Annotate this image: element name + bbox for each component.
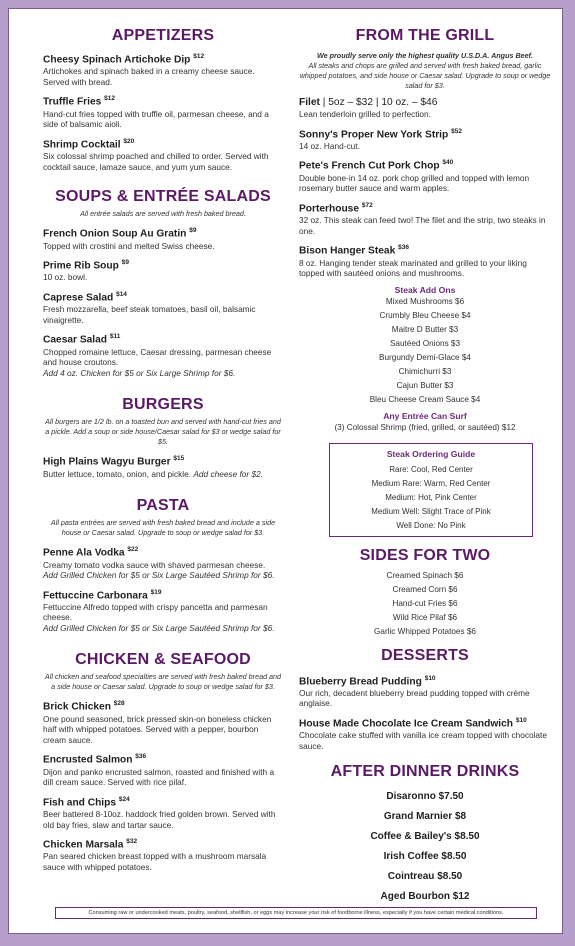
item-description: Hand-cut fries topped with truffle oil, parmesan cheese, and a side of balsamic aioli. (43, 108, 269, 130)
item-price: 28 (117, 700, 125, 708)
menu-item: Brick Chicken $^{\$28}$ One pound seasoned, brick pressed skin-on boneless chicken half with whipped potatoes. Served with a pepper, bourbon cream sauce. (43, 698, 283, 745)
item-name: Filet (299, 97, 320, 108)
menu-item: High Plains Wagyu Burger $^{\$15}$ Butter lettuce, tomato, onion, and pickle. Add cheese for $2. (43, 455, 264, 479)
item-price: 19 (154, 588, 162, 596)
menu-item: Truffle Fries $^{\$12}$ Hand-cut fries topped with truffle oil, parmesan cheese, and a side of balsamic aioli. (43, 93, 283, 129)
item-name: Cheesy Spinach Artichoke Dip (43, 54, 191, 66)
menu-item: House Made Chocolate Ice Cream Sandwich $^{\$10}$ Chocolate cake stuffed with vanilla ice cream topped with chocolate sauce. (299, 715, 551, 751)
item-name: Encrusted Salmon (43, 754, 133, 766)
item-description: Fresh mozzarella, beef steak tomatoes, basil oil, balsamic vinaigrette. (43, 304, 256, 325)
menu-item: French Onion Soup Au Gratin $^{\$9}$ Topped with crostini and melted Swiss cheese. (43, 225, 283, 251)
guide-row: Well Done: No Pink (396, 520, 466, 530)
list-item: Grand Marnier $8 (383, 811, 467, 823)
item-name: French Onion Soup Au Gratin (43, 228, 187, 240)
section-intro: All steaks and chops are grilled and served with fresh baked bread, garlic whipped potatoes, and side house or Caesar salad. Upgrade to soup or wedge salad for $3. (299, 61, 551, 90)
surf-description: (3) Colossal Shrimp (fried, grilled, or sautéed) $12 (334, 422, 516, 432)
list-item: Sautéed Onions $3 (389, 338, 461, 348)
item-name: Sonny's Proper New York Strip (299, 128, 449, 140)
burgers-section (43, 396, 283, 479)
menu-item: Caprese Salad $^{\$14}$ Fresh mozzarella, beef steak tomatoes, basil oil, balsamic vinaigrette. (43, 289, 283, 325)
item-name: Penne Ala Vodka (43, 547, 125, 559)
list-item: Irish Coffee $8.50 (383, 851, 467, 863)
pasta-section (43, 497, 283, 633)
section-title: SOUPS & ENTRÉE SALADS (55, 188, 271, 206)
item-price: 12 (196, 53, 205, 60)
item-name: Caprese Salad (43, 292, 114, 304)
menu-page (8, 8, 563, 934)
steak-ordering-guide (329, 443, 533, 537)
section-title: FROM THE GRILL (355, 27, 495, 44)
menu-item: Cheesy Spinach Artichoke Dip $^{\$12}$ Artichokes and spinach baked in a creamy cheese sauce. Served with bread. (43, 51, 283, 87)
list-item: Creamed Corn $6 (392, 584, 458, 594)
item-price: 40 (446, 159, 454, 167)
section-title: APPETIZERS (111, 27, 215, 44)
item-name: Caesar Salad (43, 334, 107, 346)
list-item: Cointreau $8.50 (387, 871, 463, 883)
item-price: 10 (428, 674, 436, 682)
menu-item: Pete's French Cut Pork Chop $^{\$40}$ Double bone-in 14 oz. pork chop grilled and topped with lemon rosemary butter sauce and warm apples. (299, 157, 551, 193)
item-description: Lean tenderloin grilled to perfection. (299, 109, 431, 119)
section-title: AFTER DINNER DRINKS (330, 763, 520, 781)
section-title: BURGERS (122, 396, 204, 414)
item-name: Porterhouse (299, 203, 360, 215)
menu-item: Penne Ala Vodka $^{\$22}$ Creamy tomato vodka sauce with shaved parmesan cheese. Add Grilled Chicken for $5 or Six Large Sautéed Shrimp for $6. (43, 544, 283, 580)
grill-intro-highlight: We proudly serve only the highest quality U.S.D.A. Angus Beef. (316, 51, 534, 60)
item-name: Chicken Marsala (43, 839, 124, 851)
item-description: Fettuccine Alfredo topped with crispy pancetta and parmesan cheese. (43, 601, 268, 623)
item-price: | 5oz – $32 | 10 oz. – $46 (319, 97, 438, 108)
item-price: 9 (192, 227, 197, 235)
item-price: 20 (127, 137, 135, 145)
item-price: 52 (454, 127, 462, 135)
menu-item: Sonny's Proper New York Strip $^{\$52}$ 14 oz. Hand-cut. (299, 126, 551, 152)
item-description: Pan seared chicken breast topped with a mushroom marsala sauce with whipped potatoes. (43, 851, 267, 872)
item-description: 8 oz. Hanging tender steak marinated and grilled to your liking topped with sautéed onions and mushrooms. (299, 257, 527, 279)
list-item: Maitre D Butter $3 (391, 324, 459, 334)
section-title: SIDES FOR TWO (359, 546, 491, 564)
section-intro: All chicken and seafood specialties are served with fresh baked bread and a side house or Caesar salad. Upgrade to soup or wedge salad for $3. (44, 672, 282, 692)
item-price: 11 (113, 333, 121, 341)
list-item: Bleu Cheese Cream Sauce $4 (369, 394, 481, 404)
list-item: Wild Rice Pilaf $6 (392, 612, 458, 622)
item-description: Dijon and panko encrusted salmon, roasted and finished with a dill cream sauce. Served with rice pilaf. (43, 766, 275, 788)
food-safety-disclaimer: Consuming raw or undercooked meats, poultry, seafood, shellfish, or eggs may increase your risk of foodborne illness, especially if you have certain medical conditions. (55, 907, 537, 919)
item-description: Chocolate cake stuffed with vanilla ice cream topped with chocolate sauce. (299, 730, 547, 751)
item-name: Fettuccine Carbonara (43, 589, 148, 601)
item-description: Creamy tomato vodka sauce with shaved parmesan cheese. (43, 559, 266, 570)
steak-addons-title: Steak Add Ons (394, 284, 456, 295)
menu-item: Shrimp Cocktail $^{\$20}$ Six colossal shrimp poached and chilled to order. Served with cocktail sauce, lamaze sauce, and yum yum sauce. (43, 136, 283, 172)
right-column (299, 27, 551, 907)
item-price: 12 (107, 95, 116, 103)
item-description: 14 oz. Hand-cut. (299, 140, 360, 151)
item-description: Six colossal shrimp poached and chilled to order. Served with cocktail sauce, lamaze sauce, and yum yum sauce. (43, 151, 269, 172)
drinks-section (299, 763, 551, 907)
section-title: DESSERTS (381, 646, 469, 664)
menu-item: Chicken Marsala $^{\$32}$ Pan seared chicken breast topped with a mushroom marsala sauce with whipped potatoes. (43, 836, 283, 872)
item-addon: Add Grilled Chicken for $5 or Six Large Sautéed Shrimp for $6. (43, 622, 275, 633)
item-name: Fish and Chips (43, 797, 117, 809)
surf-title: Any Entrée Can Surf (383, 410, 467, 421)
item-description: Chopped romaine lettuce, Caesar dressing, parmesan cheese and house croutons. (43, 346, 272, 368)
item-price: 36 (138, 753, 147, 761)
item-description: Topped with crostini and melted Swiss cheese. (43, 240, 215, 251)
section-title: CHICKEN & SEAFOOD (75, 651, 251, 669)
item-price: 32 (129, 838, 138, 846)
item-description: One pound seasoned, brick pressed skin-on boneless chicken half with whipped potatoes. Served with a pepper, bourbon cream sauce. (43, 713, 272, 745)
menu-item (299, 97, 551, 120)
item-addon: Add 4 oz. Chicken for $5 or Six Large Shrimp for $6. (43, 367, 236, 378)
item-price: 9 (125, 259, 129, 267)
chicken-seafood-section (43, 651, 283, 872)
guide-title: Steak Ordering Guide (386, 448, 476, 459)
item-name: Brick Chicken (43, 701, 111, 713)
menu-item: Bison Hanger Steak $^{\$36}$ 8 oz. Hanging tender steak marinated and grilled to your liking topped with sautéed onions and mushrooms. (299, 242, 551, 278)
item-description: 10 oz. bowl. (43, 272, 88, 283)
item-description: Double bone-in 14 oz. pork chop grilled and topped with lemon rosemary butter sauce and warm apples. (299, 172, 530, 194)
list-item: Crumbly Bleu Cheese $4 (379, 310, 471, 320)
item-name: Blueberry Bread Pudding (299, 675, 422, 687)
guide-row: Medium: Hot, Pink Center (385, 492, 477, 502)
item-description: Artichokes and spinach baked in a creamy cheese sauce. Served with bread. (43, 66, 255, 87)
steak-addons-list (299, 295, 551, 407)
soups-section (43, 188, 283, 378)
item-price: 24 (122, 795, 130, 803)
list-item: Garlic Whipped Potatoes $6 (374, 626, 476, 636)
guide-row: Rare: Cool, Red Center (389, 464, 473, 474)
item-name: Pete's French Cut Pork Chop (299, 160, 440, 172)
left-column (43, 27, 283, 872)
sides-section (299, 547, 551, 639)
item-price: 72 (365, 201, 373, 209)
item-name: Bison Hanger Steak (299, 245, 396, 257)
menu-item: Encrusted Salmon $^{\$36}$ Dijon and panko encrusted salmon, roasted and finished with a dill cream sauce. Served with rice pilaf. (43, 751, 283, 787)
section-intro: All burgers are 1/2 lb. on a toasted bun and served with hand-cut fries and a pickle. Add a soup or side house/Caesar salad for $3 or wedge salad for $5. (45, 417, 281, 447)
item-price: 36 (401, 244, 409, 252)
menu-item: Caesar Salad $^{\$11}$ Chopped romaine lettuce, Caesar dressing, parmesan cheese and house croutons. Add 4 oz. Chicken for $5 or Six Large Shrimp for $6. (43, 331, 283, 378)
item-price: 15 (177, 455, 185, 463)
list-item: Hand-cut Fries $6 (392, 598, 458, 608)
item-description: Beer battered 8-10oz. haddock fried golden brown. Served with old bay fries, slaw and tartar sauce. (43, 809, 276, 830)
grill-section (299, 27, 551, 435)
item-description: Butter lettuce, tomato, onion, and pickle. (43, 468, 192, 479)
list-item: Creamed Spinach $6 (386, 570, 464, 580)
item-price: 14 (119, 290, 127, 298)
list-item: Chimichurri $3 (398, 366, 452, 376)
menu-item: Fettuccine Carbonara $^{\$19}$ Fettuccine Alfredo topped with crispy pancetta and parmesan cheese. Add Grilled Chicken for $5 or Six Large Sautéed Shrimp for $6. (43, 587, 283, 634)
item-name: Truffle Fries (43, 96, 102, 108)
item-name: House Made Chocolate Ice Cream Sandwich (299, 718, 513, 730)
item-name: Prime Rib Soup (43, 260, 119, 272)
item-description: 32 oz. This steak can feed two! The filet and the strip, two steaks in one. (299, 215, 546, 236)
list-item: Mixed Mushrooms $6 (385, 296, 465, 306)
section-intro: All pasta entrées are served with fresh baked bread and include a side house or Caesar salad. Upgrade to soup or wedge salad for $3. (50, 518, 276, 538)
appetizers-section (43, 27, 283, 172)
item-price: 22 (131, 546, 139, 554)
list-item: Coffee & Bailey's $8.50 (370, 831, 480, 843)
item-name: High Plains Wagyu Burger (43, 456, 171, 468)
list-item: Cajun Butter $3 (396, 380, 454, 390)
list-item: Aged Bourbon $12 (380, 891, 470, 903)
menu-item: Prime Rib Soup $^{\$9}$ 10 oz. bowl. (43, 257, 283, 283)
desserts-section (299, 647, 551, 752)
menu-item: Blueberry Bread Pudding $^{\$10}$ Our rich, decadent blueberry bread pudding topped with crème anglaise. (299, 673, 551, 709)
item-price: 10 (519, 716, 527, 724)
guide-row: Medium Well: Slight Trace of Pink (371, 506, 491, 516)
item-addon: Add Grilled Chicken for $5 or Six Large Sautéed Shrimp for $6. (43, 570, 275, 581)
item-name: Shrimp Cocktail (43, 139, 121, 151)
list-item: Burgundy Demi-Glace $4 (379, 352, 471, 362)
menu-item: Fish and Chips $^{\$24}$ Beer battered 8-10oz. haddock fried golden brown. Served with old bay fries, slaw and tartar sauce. (43, 794, 283, 830)
section-intro: All entrée salads are served with fresh baked bread. (80, 209, 246, 219)
item-addon: Add cheese for $2. (193, 468, 264, 479)
guide-row: Medium Rare: Warm, Red Center (371, 478, 491, 488)
menu-item: Porterhouse $^{\$72}$ 32 oz. This steak can feed two! The filet and the strip, two steaks in one. (299, 200, 551, 236)
list-item: Disaronno $7.50 (386, 791, 464, 803)
item-description: Our rich, decadent blueberry bread pudding topped with crème anglaise. (299, 687, 530, 709)
section-title: PASTA (136, 497, 190, 515)
